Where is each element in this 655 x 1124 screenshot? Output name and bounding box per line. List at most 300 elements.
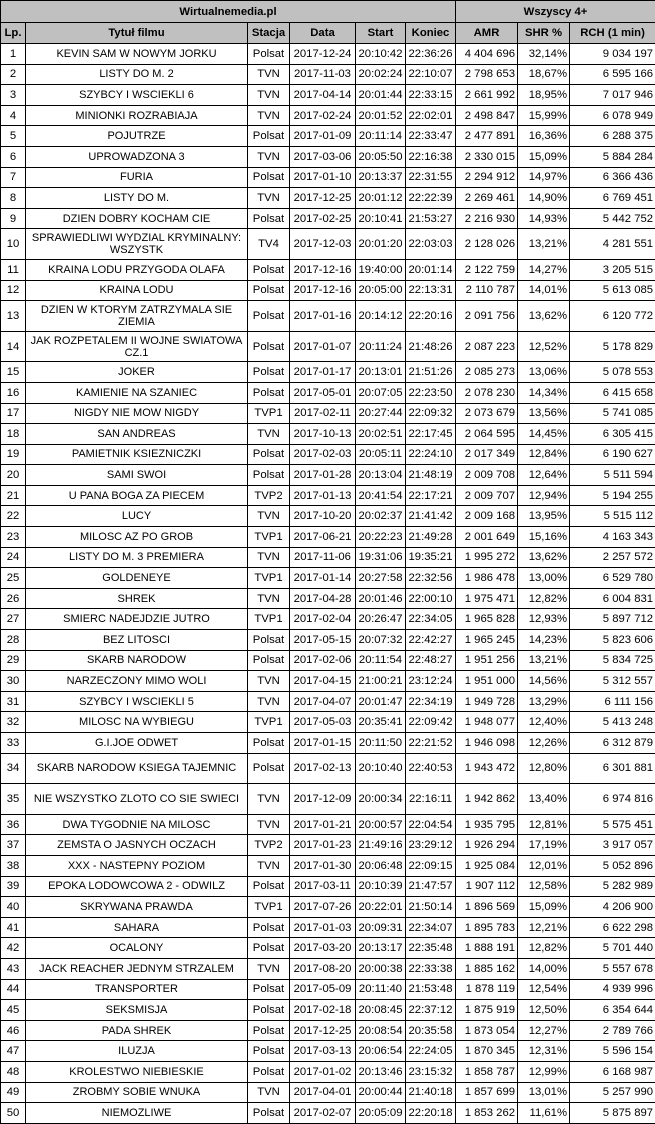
cell-shr: 13,01% (518, 1082, 570, 1103)
cell-lp: 45 (1, 1000, 26, 1021)
cell-amr: 2 122 759 (456, 259, 518, 280)
cell-station: TVN (248, 424, 290, 445)
cell-date: 2017-10-13 (290, 424, 356, 445)
cell-rch: 5 511 594 (570, 465, 655, 486)
cell-end: 23:15:32 (406, 1061, 456, 1082)
cell-rch: 6 354 644 (570, 1000, 655, 1021)
cell-lp: 9 (1, 208, 26, 229)
cell-date: 2017-01-17 (290, 362, 356, 383)
cell-rch: 3 205 515 (570, 259, 655, 280)
cell-amr: 1 925 084 (456, 855, 518, 876)
table-row (1, 547, 655, 568)
table-row (1, 1000, 655, 1021)
cell-amr: 1 975 471 (456, 588, 518, 609)
cell-station: TVP1 (248, 403, 290, 424)
cell-title: SZYBCY I WSCIEKLI 5 (26, 691, 248, 712)
cell-shr: 13,95% (518, 506, 570, 527)
cell-title: DZIEN W KTORYM ZATRZYMALA SIE ZIEMIA (26, 301, 248, 332)
cell-title: SHREK (26, 588, 248, 609)
cell-shr: 16,36% (518, 126, 570, 147)
cell-end: 22:00:10 (406, 588, 456, 609)
cell-end: 21:53:48 (406, 979, 456, 1000)
cell-shr: 14,97% (518, 167, 570, 188)
cell-title: ILUZJA (26, 1041, 248, 1062)
table-row (1, 917, 655, 938)
cell-end: 22:09:15 (406, 855, 456, 876)
cell-end: 22:36:26 (406, 44, 456, 65)
cell-date: 2017-11-03 (290, 64, 356, 85)
column-header-station: Stacja (248, 23, 290, 44)
cell-end: 22:24:10 (406, 444, 456, 465)
cell-rch: 5 897 712 (570, 609, 655, 630)
cell-end: 21:50:14 (406, 897, 456, 918)
cell-shr: 12,84% (518, 444, 570, 465)
cell-date: 2017-01-10 (290, 167, 356, 188)
cell-end: 20:35:58 (406, 1020, 456, 1041)
table-row (1, 938, 655, 959)
cell-end: 22:32:56 (406, 568, 456, 589)
cell-amr: 1 896 569 (456, 897, 518, 918)
cell-lp: 7 (1, 167, 26, 188)
cell-amr: 2 294 912 (456, 167, 518, 188)
cell-rch: 4 163 343 (570, 527, 655, 548)
cell-rch: 6 004 831 (570, 588, 655, 609)
cell-title: DWA TYGODNIE NA MILOSC (26, 814, 248, 835)
cell-title: DZIEN DOBRY KOCHAM CIE (26, 208, 248, 229)
cell-lp: 25 (1, 568, 26, 589)
table-row (1, 188, 655, 209)
cell-shr: 12,54% (518, 979, 570, 1000)
cell-title: SAMI SWOI (26, 465, 248, 486)
cell-start: 20:06:48 (356, 855, 406, 876)
table-row (1, 64, 655, 85)
cell-shr: 18,67% (518, 64, 570, 85)
cell-rch: 5 078 553 (570, 362, 655, 383)
cell-shr: 13,21% (518, 650, 570, 671)
cell-end: 22:35:48 (406, 938, 456, 959)
cell-date: 2017-02-13 (290, 753, 356, 784)
cell-start: 20:11:40 (356, 979, 406, 1000)
cell-rch: 5 575 451 (570, 814, 655, 835)
cell-station: TVN (248, 105, 290, 126)
cell-end: 22:10:07 (406, 64, 456, 85)
cell-start: 20:02:24 (356, 64, 406, 85)
table-row (1, 712, 655, 733)
table-row (1, 1103, 655, 1124)
cell-amr: 2 216 930 (456, 208, 518, 229)
cell-start: 21:49:16 (356, 835, 406, 856)
cell-shr: 13,00% (518, 568, 570, 589)
table-row (1, 784, 655, 815)
cell-station: Polsat (248, 465, 290, 486)
cell-station: Polsat (248, 650, 290, 671)
cell-date: 2017-12-25 (290, 188, 356, 209)
cell-start: 20:35:41 (356, 712, 406, 733)
cell-amr: 1 853 262 (456, 1103, 518, 1124)
column-header-date: Data (290, 23, 356, 44)
cell-start: 20:26:47 (356, 609, 406, 630)
cell-title: LISTY DO M. 2 (26, 64, 248, 85)
cell-start: 20:13:01 (356, 362, 406, 383)
cell-title: MILOSC AZ PO GROB (26, 527, 248, 548)
cell-lp: 46 (1, 1020, 26, 1041)
cell-date: 2017-04-28 (290, 588, 356, 609)
cell-shr: 12,81% (518, 814, 570, 835)
cell-start: 20:01:52 (356, 105, 406, 126)
cell-lp: 30 (1, 671, 26, 692)
cell-title: JAK ROZPETALEM II WOJNE SWIATOWA CZ.1 (26, 331, 248, 362)
cell-station: Polsat (248, 753, 290, 784)
cell-end: 21:41:42 (406, 506, 456, 527)
cell-lp: 38 (1, 855, 26, 876)
table-row (1, 1061, 655, 1082)
cell-shr: 12,82% (518, 938, 570, 959)
cell-start: 20:13:17 (356, 938, 406, 959)
column-header-amr: AMR (456, 23, 518, 44)
cell-lp: 24 (1, 547, 26, 568)
cell-date: 2017-02-24 (290, 105, 356, 126)
cell-end: 22:23:50 (406, 382, 456, 403)
cell-start: 20:09:31 (356, 917, 406, 938)
cell-lp: 47 (1, 1041, 26, 1062)
cell-rch: 6 312 879 (570, 733, 655, 754)
cell-end: 22:48:27 (406, 650, 456, 671)
cell-start: 20:13:46 (356, 1061, 406, 1082)
cell-end: 22:13:31 (406, 280, 456, 301)
cell-date: 2017-01-21 (290, 814, 356, 835)
table-row (1, 733, 655, 754)
table-row (1, 424, 655, 445)
cell-amr: 1 878 119 (456, 979, 518, 1000)
audience-group-title: Wszyscy 4+ (456, 1, 655, 23)
cell-amr: 1 895 783 (456, 917, 518, 938)
cell-end: 22:37:12 (406, 1000, 456, 1021)
cell-end: 22:20:18 (406, 1103, 456, 1124)
cell-date: 2017-01-16 (290, 301, 356, 332)
table-row (1, 146, 655, 167)
table-row (1, 979, 655, 1000)
cell-amr: 1 857 699 (456, 1082, 518, 1103)
cell-amr: 1 951 000 (456, 671, 518, 692)
cell-shr: 13,29% (518, 691, 570, 712)
cell-start: 20:07:05 (356, 382, 406, 403)
cell-shr: 14,93% (518, 208, 570, 229)
cell-station: Polsat (248, 259, 290, 280)
cell-date: 2017-01-03 (290, 917, 356, 938)
cell-start: 20:27:58 (356, 568, 406, 589)
cell-shr: 12,94% (518, 485, 570, 506)
cell-shr: 15,09% (518, 897, 570, 918)
cell-date: 2017-05-15 (290, 630, 356, 651)
cell-station: Polsat (248, 382, 290, 403)
cell-title: SPRAWIEDLIWI WYDZIAL KRYMINALNY: WSZYSTK (26, 229, 248, 260)
cell-lp: 27 (1, 609, 26, 630)
cell-title: UPROWADZONA 3 (26, 146, 248, 167)
cell-station: TV4 (248, 229, 290, 260)
table-row (1, 835, 655, 856)
cell-amr: 1 888 191 (456, 938, 518, 959)
cell-amr: 1 995 272 (456, 547, 518, 568)
table-row (1, 444, 655, 465)
cell-start: 20:01:46 (356, 588, 406, 609)
cell-end: 22:02:01 (406, 105, 456, 126)
cell-lp: 42 (1, 938, 26, 959)
cell-start: 20:10:42 (356, 44, 406, 65)
table-row (1, 44, 655, 65)
cell-amr: 2 078 230 (456, 382, 518, 403)
table-row (1, 568, 655, 589)
cell-title: EPOKA LODOWCOWA 2 - ODWILZ (26, 876, 248, 897)
cell-amr: 1 907 112 (456, 876, 518, 897)
cell-title: SEKSMISJA (26, 1000, 248, 1021)
cell-shr: 15,16% (518, 527, 570, 548)
cell-start: 20:06:54 (356, 1041, 406, 1062)
cell-rch: 6 974 816 (570, 784, 655, 815)
cell-lp: 15 (1, 362, 26, 383)
cell-end: 22:33:15 (406, 85, 456, 106)
cell-lp: 40 (1, 897, 26, 918)
cell-end: 22:34:05 (406, 609, 456, 630)
cell-lp: 3 (1, 85, 26, 106)
cell-shr: 17,19% (518, 835, 570, 856)
cell-title: G.I.JOE ODWET (26, 733, 248, 754)
cell-start: 20:13:04 (356, 465, 406, 486)
table-row (1, 362, 655, 383)
cell-title: SMIERC NADEJDZIE JUTRO (26, 609, 248, 630)
cell-amr: 2 073 679 (456, 403, 518, 424)
cell-station: Polsat (248, 630, 290, 651)
cell-station: TVN (248, 671, 290, 692)
cell-amr: 2 001 649 (456, 527, 518, 548)
cell-rch: 3 917 057 (570, 835, 655, 856)
cell-rch: 4 939 996 (570, 979, 655, 1000)
cell-title: NIGDY NIE MOW NIGDY (26, 403, 248, 424)
cell-date: 2017-07-26 (290, 897, 356, 918)
cell-shr: 12,21% (518, 917, 570, 938)
cell-date: 2017-02-04 (290, 609, 356, 630)
cell-lp: 39 (1, 876, 26, 897)
cell-lp: 22 (1, 506, 26, 527)
cell-title: LISTY DO M. (26, 188, 248, 209)
cell-rch: 5 442 752 (570, 208, 655, 229)
column-header-title: Tytuł filmu (26, 23, 248, 44)
cell-title: FURIA (26, 167, 248, 188)
table-row (1, 167, 655, 188)
cell-shr: 32,14% (518, 44, 570, 65)
cell-date: 2017-12-09 (290, 784, 356, 815)
cell-station: TVP1 (248, 712, 290, 733)
cell-rch: 4 281 551 (570, 229, 655, 260)
cell-amr: 2 009 168 (456, 506, 518, 527)
table-row (1, 1020, 655, 1041)
cell-start: 20:11:24 (356, 331, 406, 362)
cell-start: 20:11:14 (356, 126, 406, 147)
cell-title: ZEMSTA O JASNYCH OCZACH (26, 835, 248, 856)
table-row (1, 691, 655, 712)
cell-station: TVN (248, 855, 290, 876)
cell-title: NIEMOZLIWE (26, 1103, 248, 1124)
table-row (1, 208, 655, 229)
cell-station: Polsat (248, 1000, 290, 1021)
cell-station: Polsat (248, 1020, 290, 1041)
cell-start: 20:01:47 (356, 691, 406, 712)
cell-title: KAMIENIE NA SZANIEC (26, 382, 248, 403)
cell-shr: 18,95% (518, 85, 570, 106)
cell-date: 2017-12-16 (290, 259, 356, 280)
cell-end: 22:24:05 (406, 1041, 456, 1062)
cell-start: 20:07:32 (356, 630, 406, 651)
table-row (1, 382, 655, 403)
cell-date: 2017-04-01 (290, 1082, 356, 1103)
table-row (1, 814, 655, 835)
cell-rch: 5 312 557 (570, 671, 655, 692)
cell-amr: 2 087 223 (456, 331, 518, 362)
table-row (1, 506, 655, 527)
cell-title: TRANSPORTER (26, 979, 248, 1000)
cell-station: TVP2 (248, 835, 290, 856)
cell-start: 20:27:44 (356, 403, 406, 424)
cell-date: 2017-11-06 (290, 547, 356, 568)
cell-end: 22:09:32 (406, 403, 456, 424)
cell-shr: 13,06% (518, 362, 570, 383)
cell-lp: 49 (1, 1082, 26, 1103)
cell-amr: 4 404 696 (456, 44, 518, 65)
cell-title: LUCY (26, 506, 248, 527)
cell-rch: 4 206 900 (570, 897, 655, 918)
cell-shr: 12,64% (518, 465, 570, 486)
cell-start: 20:08:54 (356, 1020, 406, 1041)
cell-rch: 5 557 678 (570, 958, 655, 979)
cell-date: 2017-04-07 (290, 691, 356, 712)
cell-amr: 2 110 787 (456, 280, 518, 301)
cell-start: 20:41:54 (356, 485, 406, 506)
cell-station: TVN (248, 588, 290, 609)
cell-date: 2017-03-11 (290, 876, 356, 897)
cell-rch: 5 834 725 (570, 650, 655, 671)
cell-station: TVP1 (248, 897, 290, 918)
table-row (1, 259, 655, 280)
cell-rch: 5 413 248 (570, 712, 655, 733)
table-row (1, 1041, 655, 1062)
cell-station: TVN (248, 64, 290, 85)
cell-station: Polsat (248, 938, 290, 959)
cell-start: 20:22:23 (356, 527, 406, 548)
cell-shr: 12,58% (518, 876, 570, 897)
cell-shr: 13,40% (518, 784, 570, 815)
cell-station: Polsat (248, 917, 290, 938)
cell-shr: 14,23% (518, 630, 570, 651)
cell-station: Polsat (248, 362, 290, 383)
cell-amr: 1 949 728 (456, 691, 518, 712)
cell-rch: 5 613 085 (570, 280, 655, 301)
cell-rch: 6 415 658 (570, 382, 655, 403)
cell-lp: 41 (1, 917, 26, 938)
cell-end: 22:04:54 (406, 814, 456, 835)
cell-station: TVN (248, 691, 290, 712)
cell-date: 2017-02-11 (290, 403, 356, 424)
cell-lp: 34 (1, 753, 26, 784)
cell-start: 20:02:51 (356, 424, 406, 445)
cell-station: Polsat (248, 44, 290, 65)
cell-date: 2017-05-03 (290, 712, 356, 733)
cell-rch: 5 823 606 (570, 630, 655, 651)
cell-end: 22:17:21 (406, 485, 456, 506)
cell-start: 20:10:40 (356, 753, 406, 784)
cell-rch: 6 168 987 (570, 1061, 655, 1082)
cell-date: 2017-12-25 (290, 1020, 356, 1041)
cell-end: 22:21:52 (406, 733, 456, 754)
cell-title: PAMIETNIK KSIEZNICZKI (26, 444, 248, 465)
cell-end: 22:34:19 (406, 691, 456, 712)
cell-amr: 2 128 026 (456, 229, 518, 260)
cell-rch: 6 190 627 (570, 444, 655, 465)
cell-amr: 1 948 077 (456, 712, 518, 733)
cell-station: Polsat (248, 208, 290, 229)
table-row (1, 301, 655, 332)
cell-title: SAHARA (26, 917, 248, 938)
cell-end: 23:29:12 (406, 835, 456, 856)
cell-title: GOLDENEYE (26, 568, 248, 589)
cell-rch: 6 301 881 (570, 753, 655, 784)
cell-amr: 2 017 349 (456, 444, 518, 465)
cell-end: 21:48:19 (406, 465, 456, 486)
cell-amr: 2 009 708 (456, 465, 518, 486)
cell-rch: 6 111 156 (570, 691, 655, 712)
cell-start: 20:11:54 (356, 650, 406, 671)
cell-lp: 37 (1, 835, 26, 856)
cell-lp: 8 (1, 188, 26, 209)
cell-end: 22:31:55 (406, 167, 456, 188)
cell-rch: 6 595 166 (570, 64, 655, 85)
cell-shr: 14,00% (518, 958, 570, 979)
table-row (1, 609, 655, 630)
cell-amr: 1 943 472 (456, 753, 518, 784)
cell-end: 22:33:38 (406, 958, 456, 979)
cell-title: MINIONKI ROZRABIAJA (26, 105, 248, 126)
table-row (1, 105, 655, 126)
cell-rch: 6 288 375 (570, 126, 655, 147)
cell-shr: 12,40% (518, 712, 570, 733)
cell-start: 20:13:37 (356, 167, 406, 188)
cell-rch: 5 282 989 (570, 876, 655, 897)
cell-lp: 48 (1, 1061, 26, 1082)
cell-end: 22:20:16 (406, 301, 456, 332)
cell-date: 2017-02-03 (290, 444, 356, 465)
cell-title: XXX - NASTEPNY POZIOM (26, 855, 248, 876)
cell-date: 2017-04-14 (290, 85, 356, 106)
cell-rch: 5 875 897 (570, 1103, 655, 1124)
cell-date: 2017-01-23 (290, 835, 356, 856)
cell-start: 20:14:12 (356, 301, 406, 332)
table-body (1, 44, 655, 1124)
cell-amr: 2 798 653 (456, 64, 518, 85)
cell-start: 20:00:57 (356, 814, 406, 835)
cell-date: 2017-10-20 (290, 506, 356, 527)
table-row (1, 85, 655, 106)
cell-rch: 5 741 085 (570, 403, 655, 424)
cell-rch: 6 366 436 (570, 167, 655, 188)
cell-lp: 44 (1, 979, 26, 1000)
table-row (1, 958, 655, 979)
cell-lp: 20 (1, 465, 26, 486)
table-row (1, 630, 655, 651)
cell-title: OCALONY (26, 938, 248, 959)
cell-rch: 7 017 946 (570, 85, 655, 106)
cell-lp: 23 (1, 527, 26, 548)
cell-lp: 35 (1, 784, 26, 815)
cell-end: 22:42:27 (406, 630, 456, 651)
cell-station: Polsat (248, 979, 290, 1000)
